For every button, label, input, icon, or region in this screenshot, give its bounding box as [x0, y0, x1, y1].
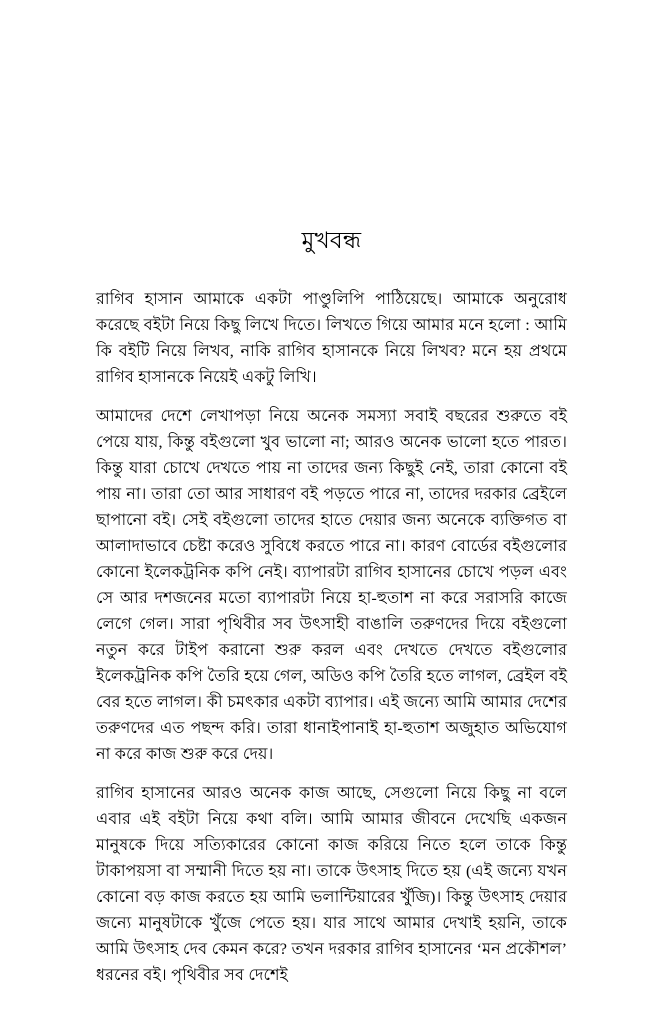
body-paragraph: রাগিব হাসান আমাকে একটা পাণ্ডুলিপি পাঠিয়েছে। আমাকে অনুরোধ করেছে বইটা নিয়ে কিছু লিখে দিতে। লিখতে গিয়ে আমার মনে হলো : আমি কি বইটি নিয়ে লিখব, নাকি রাগিব হাসানকে নিয়ে লিখব? মনে হয় প্রথমে রাগিব হাসানকে নিয়েই একটু লিখি।	[96, 290, 567, 386]
body-paragraph: আমাদের দেশে লেখাপড়া নিয়ে অনেক সমস্যা সবাই বছরের শুরুতে বই পেয়ে যায়, কিন্তু বইগুলো খুব ভালো না; আরও অনেক ভালো হতে পারত। কিন্তু যারা চোখে দেখতে পায় না তাদের জন্য কিছুই নেই, তারা কোনো বই পায় না। তারা তো আর সাধারণ বই পড়তে পারে না, তাদের দরকার ব্রেইলে ছাপানো বই। সেই বইগুলো তাদের হাতে দেয়ার জন্য অনেকে ব্যক্তিগত বা আলাদাভাবে চেষ্টা করেও সুবিধে করতে পারে না। কারণ বোর্ডের বইগুলোর কোনো ইলেকট্রনিক কপি নেই। ব্যাপারটা রাগিব হাসানের চোখে পড়ল এবং সে আর দশজনের মতো ব্যাপারটা নিয়ে হা-হুতাশ না করে সরাসরি কাজে লেগে গেল। সারা পৃথিবীর সব উৎসাহী বাঙালি তরুণদের দিয়ে বইগুলো নতুন করে টাইপ করানো শুরু করল এবং দেখতে দেখতে বইগুলোর ইলেকট্রনিক কপি তৈরি হয়ে গেল, অডিও কপি তৈরি হতে লাগল, ব্রেইল বই বের হতে লাগল। কী চমৎকার একটা ব্যাপার। এই জন্যে আমি আমার দেশের তরুণদের এত পছন্দ করি। তারা ধানাইপানাই হা-হুতাশ অজুহাত অভিযোগ না করে কাজ শুরু করে দেয়।	[96, 407, 567, 763]
page-content	[96, 226, 567, 988]
page-title: মুখবন্ধ	[301, 228, 362, 253]
body-paragraph: রাগিব হাসানের আরও অনেক কাজ আছে, সেগুলো নিয়ে কিছু না বলে এবার এই বইটা নিয়ে কথা বলি। আমি আমার জীবনে দেখেছি একজন মানুষকে দিয়ে সত্যিকারের কোনো কাজ করিয়ে নিতে হলে তাকে কিন্তু টাকাপয়সা বা সম্মানী দিতে হয় না। তাকে উৎসাহ দিতে হয় (এই জন্যে যখন কোনো বড় কাজ করতে হয় আমি ভলান্টিয়ারের খুঁজি)। কিন্তু উৎসাহ দেয়ার জন্যে মানুষটাকে খুঁজে পেতে হয়। যার সাথে আমার দেখাই হয়নি, তাকে আমি উৎসাহ দেব কেমন করে? তখন দরকার রাগিব হাসানের ‘মন প্রকৌশল’ ধরনের বই। পৃথিবীর সব দেশেই	[96, 784, 567, 984]
